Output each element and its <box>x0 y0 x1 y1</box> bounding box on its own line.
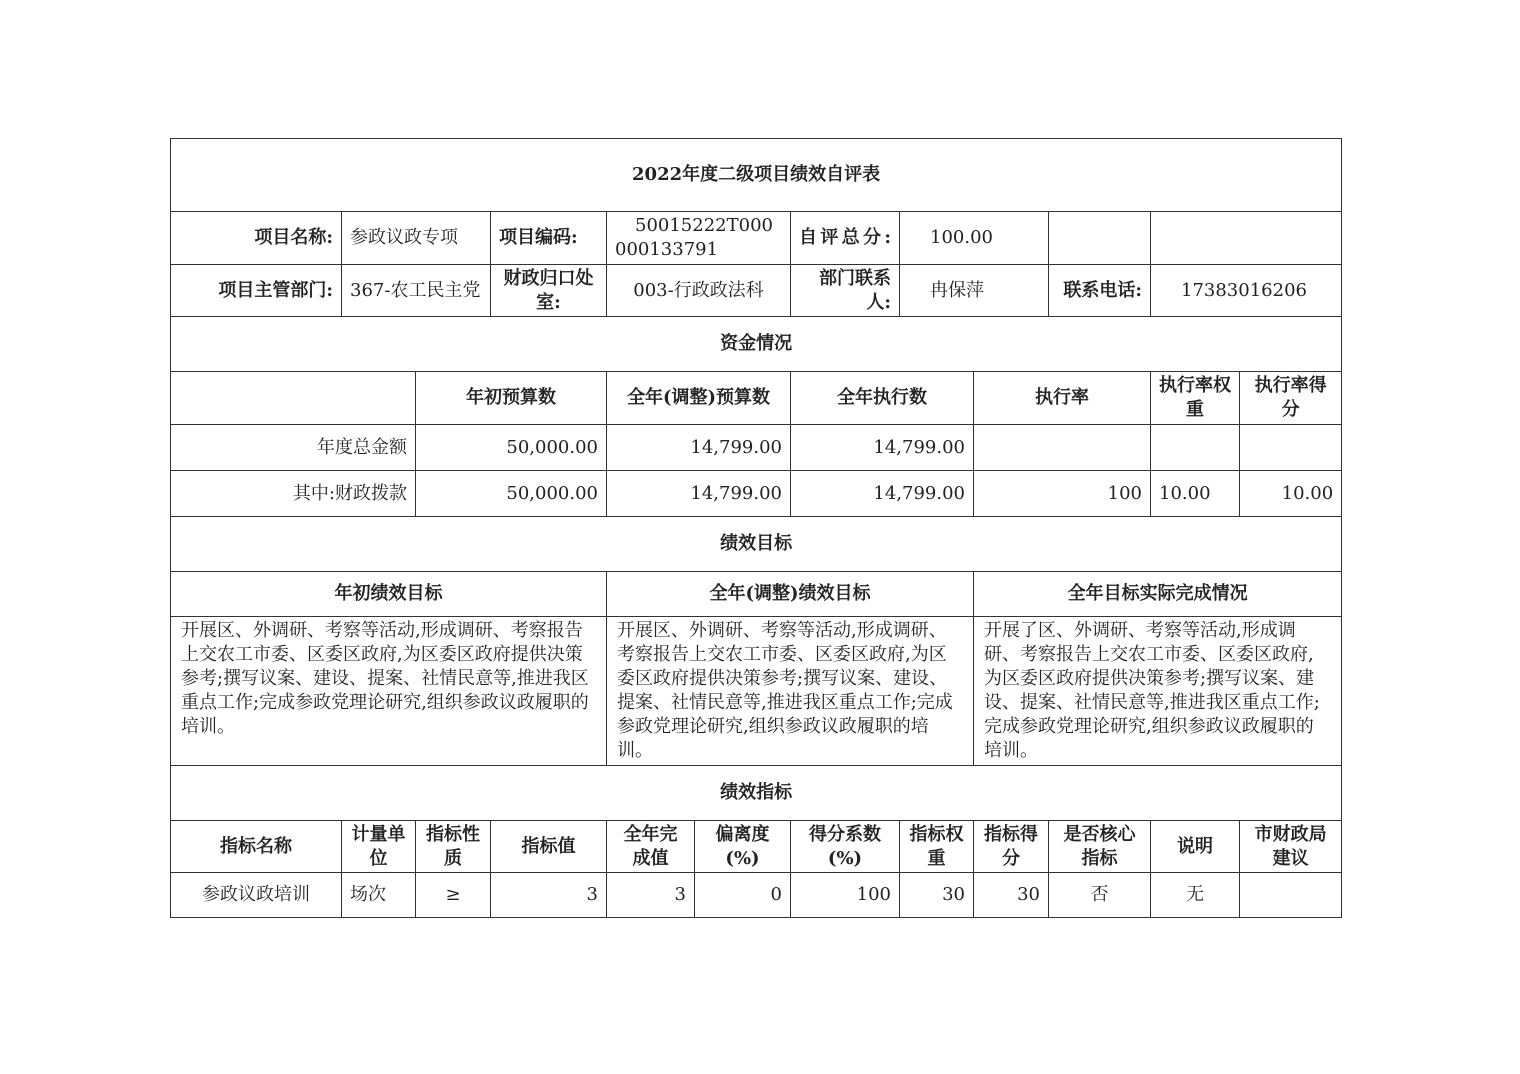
contact-label: 部门联系人: <box>791 265 900 317</box>
ind-core: 否 <box>1049 873 1151 918</box>
ind-coefficient: 100 <box>791 873 900 918</box>
finance-office-value: 003-行政政法科 <box>607 265 791 317</box>
funds-score <box>1240 425 1342 471</box>
goals-header-adjusted: 全年(调整)绩效目标 <box>607 572 974 617</box>
funds-header-empty <box>171 372 416 425</box>
table-row <box>171 873 1342 918</box>
funds-initial: 50,000.00 <box>416 425 607 471</box>
funds-row-label: 年度总金额 <box>171 425 416 471</box>
ind-header-deviation: 偏离度(%) <box>695 821 791 873</box>
goals-content-row <box>171 617 1342 766</box>
ind-header-coefficient: 得分系数(%) <box>791 821 900 873</box>
ind-unit: 场次 <box>342 873 416 918</box>
funds-adjusted: 14,799.00 <box>607 471 791 517</box>
page-title: 2022年度二级项目绩效自评表 <box>171 139 1342 212</box>
funds-executed: 14,799.00 <box>791 425 974 471</box>
phone-value: 17383016206 <box>1151 265 1342 317</box>
empty-cell <box>1049 212 1151 265</box>
funds-initial: 50,000.00 <box>416 471 607 517</box>
funds-header-adjusted: 全年(调整)预算数 <box>607 372 791 425</box>
ind-header-name: 指标名称 <box>171 821 342 873</box>
funds-weight <box>1151 425 1240 471</box>
evaluation-table <box>170 138 1342 918</box>
goals-header-row <box>171 572 1342 617</box>
goals-section-title: 绩效目标 <box>171 517 1342 572</box>
funds-row-label: 其中:财政拨款 <box>171 471 416 517</box>
indicators-section-title: 绩效指标 <box>171 766 1342 821</box>
project-name-value: 参政议政专项 <box>342 212 491 265</box>
ind-weight: 30 <box>900 873 974 918</box>
funds-rate <box>974 425 1151 471</box>
ind-note: 无 <box>1151 873 1240 918</box>
self-score-value: 100.00 <box>900 212 1049 265</box>
contact-value: 冉保萍 <box>900 265 1049 317</box>
funds-weight: 10.00 <box>1151 471 1240 517</box>
goals-actual-text: 开展了区、外调研、考察等活动,形成调研、考察报告上交农工市委、区委区政府,为区委区政府提供决策参考;撰写议案、建设、提案、社情民意等,推进我区重点工作;完成参政党理论研究,组织参政议政履职的培训。 <box>974 617 1342 766</box>
funds-adjusted: 14,799.00 <box>607 425 791 471</box>
funds-rate: 100 <box>974 471 1151 517</box>
goals-section-row <box>171 517 1342 572</box>
ind-header-core: 是否核心指标 <box>1049 821 1151 873</box>
ind-header-note: 说明 <box>1151 821 1240 873</box>
ind-score: 30 <box>974 873 1049 918</box>
info-row-2 <box>171 265 1342 317</box>
funds-header-initial: 年初预算数 <box>416 372 607 425</box>
info-row-1 <box>171 212 1342 265</box>
goals-header-actual: 全年目标实际完成情况 <box>974 572 1342 617</box>
ind-value: 3 <box>491 873 607 918</box>
ind-nature: ≥ <box>416 873 491 918</box>
title-row <box>171 139 1342 212</box>
funds-header-executed: 全年执行数 <box>791 372 974 425</box>
funds-executed: 14,799.00 <box>791 471 974 517</box>
dept-value: 367-农工民主党 <box>342 265 491 317</box>
finance-office-label: 财政归口处室: <box>491 265 607 317</box>
phone-label: 联系电话: <box>1049 265 1151 317</box>
ind-header-suggestion: 市财政局建议 <box>1240 821 1342 873</box>
ind-header-unit: 计量单位 <box>342 821 416 873</box>
ind-header-weight: 指标权重 <box>900 821 974 873</box>
goals-adjusted-text: 开展区、外调研、考察等活动,形成调研、考察报告上交农工市委、区委区政府,为区委区政府提供决策参考;撰写议案、建设、提案、社情民意等,推进我区重点工作;完成参政党理论研究,组织参政议政履职的培训。 <box>607 617 974 766</box>
table-row <box>171 471 1342 517</box>
ind-completed: 3 <box>607 873 695 918</box>
project-code-value: 50015222T000000133791 <box>607 212 791 265</box>
ind-name: 参政议政培训 <box>171 873 342 918</box>
funds-header-score: 执行率得分 <box>1240 372 1342 425</box>
ind-header-nature: 指标性质 <box>416 821 491 873</box>
ind-deviation: 0 <box>695 873 791 918</box>
goals-initial-text: 开展区、外调研、考察等活动,形成调研、考察报告上交农工市委、区委区政府,为区委区政府提供决策参考;撰写议案、建设、提案、社情民意等,推进我区重点工作;完成参政党理论研究,组织参政议政履职的培训。 <box>171 617 607 766</box>
project-code-label: 项目编码: <box>491 212 607 265</box>
funds-header-rate: 执行率 <box>974 372 1151 425</box>
indicators-header-row <box>171 821 1342 873</box>
indicators-section-row <box>171 766 1342 821</box>
dept-label: 项目主管部门: <box>171 265 342 317</box>
funds-section-title: 资金情况 <box>171 317 1342 372</box>
goals-header-initial: 年初绩效目标 <box>171 572 607 617</box>
funds-section-row <box>171 317 1342 372</box>
empty-cell <box>1151 212 1342 265</box>
funds-header-weight: 执行率权重 <box>1151 372 1240 425</box>
ind-suggestion <box>1240 873 1342 918</box>
ind-header-value: 指标值 <box>491 821 607 873</box>
table-row <box>171 425 1342 471</box>
self-score-label: 自评总分: <box>791 212 900 265</box>
ind-header-score: 指标得分 <box>974 821 1049 873</box>
funds-header-row <box>171 372 1342 425</box>
funds-score: 10.00 <box>1240 471 1342 517</box>
ind-header-completed: 全年完成值 <box>607 821 695 873</box>
project-name-label: 项目名称: <box>171 212 342 265</box>
evaluation-sheet <box>170 138 1341 918</box>
